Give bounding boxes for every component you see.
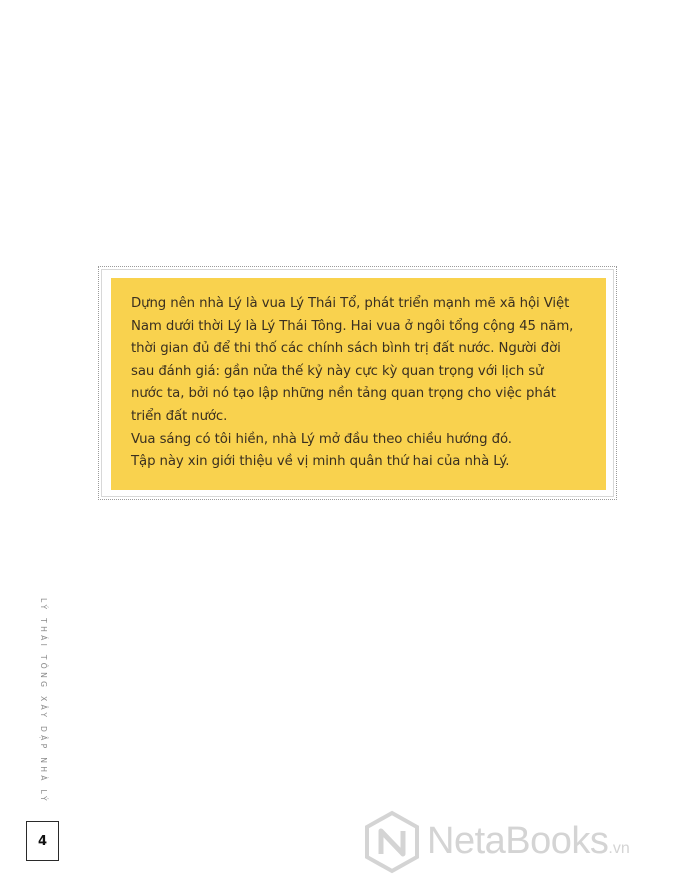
intro-line: Nam dưới thời Lý là Lý Thái Tông. Hai vua ở ngôi tổng cộng 45 năm, [131, 318, 574, 334]
watermark-domain: .vn [608, 840, 630, 857]
watermark-text [427, 818, 630, 872]
watermark-name: NetaBooks [427, 820, 609, 862]
intro-line: Tập này xin giới thiệu về vị minh quân thứ hai của nhà Lý. [131, 454, 510, 470]
intro-line: sau đánh giá: gần nửa thế kỷ này cực kỳ quan trọng với lịch sử [131, 363, 544, 379]
intro-line: thời gian đủ để thi thố các chính sách bình trị đất nước. Người đời [131, 341, 561, 357]
running-title: LÝ THÁI TÔNG XÂY DẬP NHÀ LÝ [39, 598, 48, 804]
intro-panel [111, 278, 606, 490]
netabooks-logo-icon [364, 810, 420, 874]
intro-line: Dựng nên nhà Lý là vua Lý Thái Tổ, phát triển mạnh mẽ xã hội Việt [131, 296, 570, 311]
intro-line: Vua sáng có tôi hiền, nhà Lý mở đầu theo chiều hướng đó. [131, 431, 512, 447]
intro-line: nước ta, bởi nó tạo lập những nền tảng quan trọng cho việc phát [131, 386, 556, 402]
intro-text [131, 293, 588, 474]
page-number: 4 [26, 821, 59, 861]
intro-line: triển đất nước. [131, 408, 228, 424]
